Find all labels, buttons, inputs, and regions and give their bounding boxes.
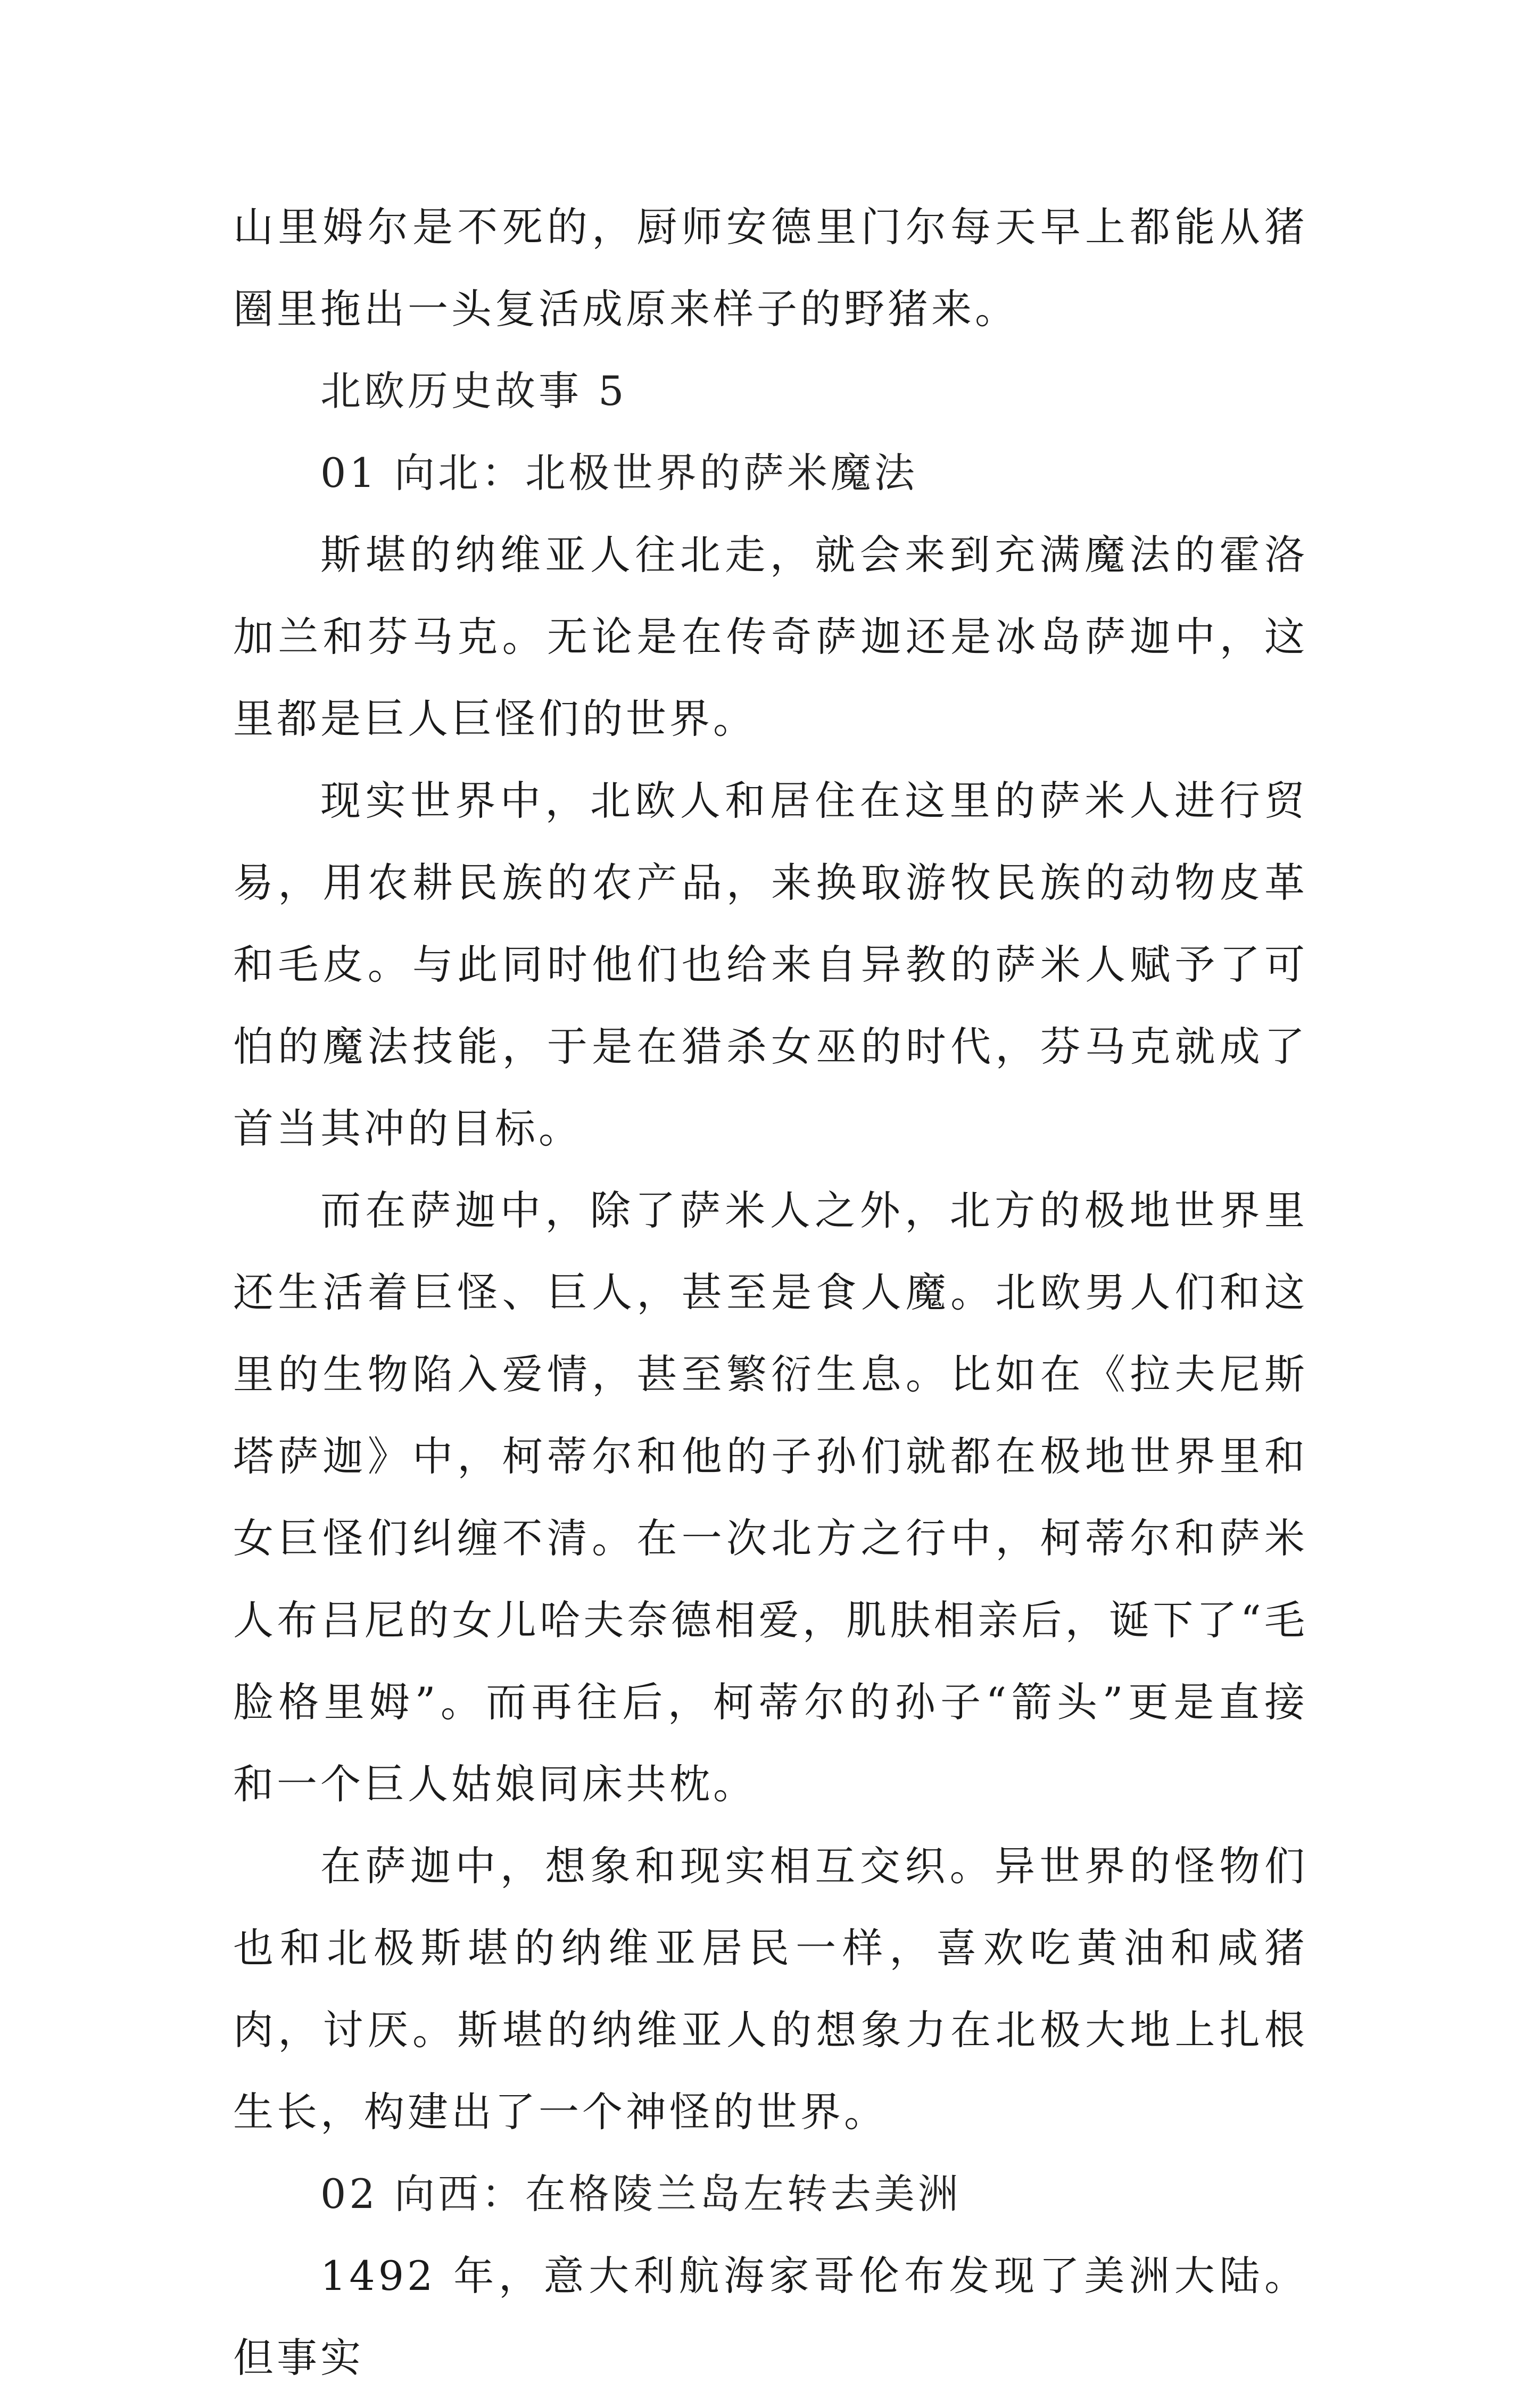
section-title: 北欧历史故事 5 [320,367,627,415]
document-body [233,186,1308,2399]
paragraph: 斯堪的纳维亚人往北走，就会来到充满魔法的霍洛加兰和芬马克。无论是在传奇萨迦还是冰岛萨迦中，这里都是巨人巨怪们的世界。 [233,531,1308,742]
paragraph: 在萨迦中，想象和现实相互交织。异世界的怪物们也和北极斯堪的纳维亚居民一样，喜欢吃黄油和咸猪肉，讨厌。斯堪的纳维亚人的想象力在北极大地上扎根生长，构建出了一个神怪的世界。 [233,1842,1308,2136]
paragraph: 现实世界中，北欧人和居住在这里的萨米人进行贸易，用农耕民族的农产品，来换取游牧民族的动物皮革和毛皮。与此同时他们也给来自异教的萨米人赋予了可怕的魔法技能，于是在猎杀女巫的时代，芬马克就成了首当其冲的目标。 [233,777,1308,1152]
subsection-heading-west: 02 向西：在格陵兰岛左转去美洲 [320,2170,962,2218]
subsection-heading-north: 01 向北：北极世界的萨米魔法 [320,449,918,497]
paragraph: 而在萨迦中，除了萨米人之外，北方的极地世界里还生活着巨怪、巨人，甚至是食人魔。北欧男人们和这里的生物陷入爱情，甚至繁衍生息。比如在《拉夫尼斯塔萨迦》中，柯蒂尔和他的子孙们就都在极地世界里和女巨怪们纠缠不清。在一次北方之行中，柯蒂尔和萨米人布吕尼的女儿哈夫奈德相爱，肌肤相亲后，诞下了“毛脸格里姆”。而再往后，柯蒂尔的孙子“箭头”更是直接和一个巨人姑娘同床共枕。 [233,1187,1308,1808]
paragraph-continuation: 山里姆尔是不死的，厨师安德里门尔每天早上都能从猪圈里拖出一头复活成原来样子的野猪来。 [233,203,1308,333]
paragraph: 1492 年，意大利航海家哥伦布发现了美洲大陆。但事实 [233,2252,1308,2381]
